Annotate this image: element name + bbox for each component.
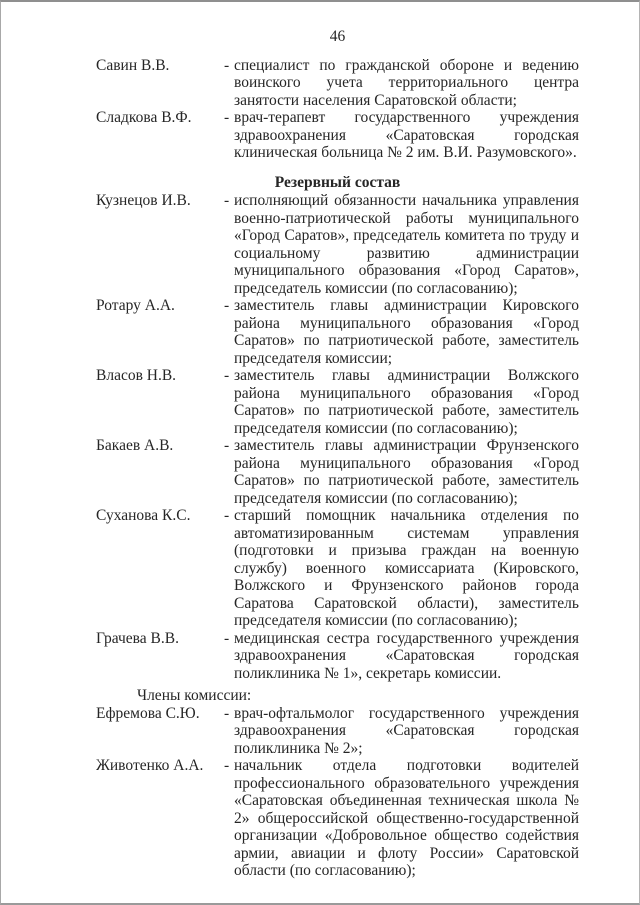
person-name: Ротару А.А.	[96, 297, 175, 314]
list-item	[96, 507, 579, 630]
dash-marker: -	[224, 757, 230, 774]
members-heading: Члены комиссии:	[137, 687, 252, 704]
person-role: врач-офтальмолог государственного учреждения здравоохранения «Саратовская городская поликлиника № 2»;	[234, 704, 579, 757]
person-role-cell	[224, 109, 579, 162]
dash-marker: -	[224, 109, 230, 126]
list-item	[96, 757, 579, 880]
person-role: специалист по гражданской обороне и ведению воинского учета территориального центра занятости населения Саратовской области;	[234, 56, 579, 109]
dash-marker: -	[224, 507, 230, 524]
person-role: медицинская сестра государственного учреждения здравоохранения «Саратовская городская поликлиника № 1», секретарь комиссии.	[234, 629, 579, 682]
person-role: старший помощник начальника отделения по автоматизированным системам управления (подготовки и призыва граждан на военную службу) военного комиссариата (Кировского, Волжского и Фрунзенского районов города Саратова Саратовской области), заместитель председателя комиссии (по согласованию);	[234, 507, 579, 629]
person-name: Бакаев А.В.	[96, 437, 174, 454]
person-name: Ефремова С.Ю.	[96, 704, 200, 722]
person-role: заместитель главы администрации Кировского района муниципального образования «Город Саратов» по патриотической работе, заместитель председателя комиссии;	[234, 297, 579, 367]
appointments-list-top	[96, 57, 579, 162]
person-name: Суханова К.С.	[96, 507, 191, 524]
dash-marker: -	[224, 437, 230, 454]
appointments-list-reserve	[96, 192, 579, 682]
list-item	[96, 109, 579, 162]
person-name: Кузнецов И.В.	[96, 192, 191, 209]
dash-marker: -	[224, 367, 230, 384]
person-role: врач-терапевт государственного учреждения здравоохранения «Саратовская городская клиническая больница № 2 им. В.И. Разумовского».	[234, 109, 579, 161]
list-item	[96, 297, 579, 367]
person-role-cell	[224, 367, 579, 437]
person-role-cell	[224, 192, 579, 297]
person-name: Сладкова В.Ф.	[96, 109, 192, 126]
person-role: заместитель главы администрации Фрунзенского района муниципального образования «Город Саратов» по патриотической работе, заместитель председателя комиссии (по согласованию);	[234, 437, 579, 507]
person-name: Власов Н.В.	[96, 367, 177, 384]
list-item	[96, 192, 579, 297]
dash-marker: -	[224, 297, 230, 314]
person-role-cell	[224, 297, 579, 367]
person-name: Животенко А.А.	[96, 757, 204, 774]
list-item	[96, 367, 579, 437]
page-number: 46	[329, 28, 346, 45]
list-item	[96, 57, 579, 110]
section-heading-reserve: Резервный состав	[274, 173, 401, 191]
list-item	[96, 705, 579, 758]
list-item	[96, 630, 579, 683]
person-role: исполняющий обязанности начальника управления военно-патриотической работы муниципального «Город Саратов», председатель комитета по труду и социальному развитию администрации муниципального образования «Город Саратов», председатель комиссии (по согласованию);	[234, 192, 579, 297]
person-name: Грачева В.В.	[96, 629, 179, 647]
person-role: начальник отдела подготовки водителей профессионального образовательного учреждения «Саратовская объединенная техническая школа № 2» общероссийской общественно-государственной организации «Добровольное общество содействия армии, авиации и флоту России» Саратовской области (по согласованию);	[234, 757, 579, 879]
person-role-cell	[224, 437, 579, 507]
person-role-cell	[224, 630, 579, 683]
dash-marker: -	[224, 629, 230, 647]
person-role-cell	[224, 757, 579, 880]
dash-marker: -	[224, 192, 230, 209]
dash-marker: -	[224, 56, 230, 74]
person-role: заместитель главы администрации Волжского района муниципального образования «Город Саратов» по патриотической работе, заместитель председателя комиссии (по согласованию);	[234, 367, 579, 437]
appointments-list-members	[96, 705, 579, 880]
person-name: Савин В.В.	[96, 56, 170, 74]
person-role-cell	[224, 57, 579, 110]
person-role-cell	[224, 507, 579, 630]
list-item	[96, 437, 579, 507]
dash-marker: -	[224, 704, 230, 722]
person-role-cell	[224, 705, 579, 758]
